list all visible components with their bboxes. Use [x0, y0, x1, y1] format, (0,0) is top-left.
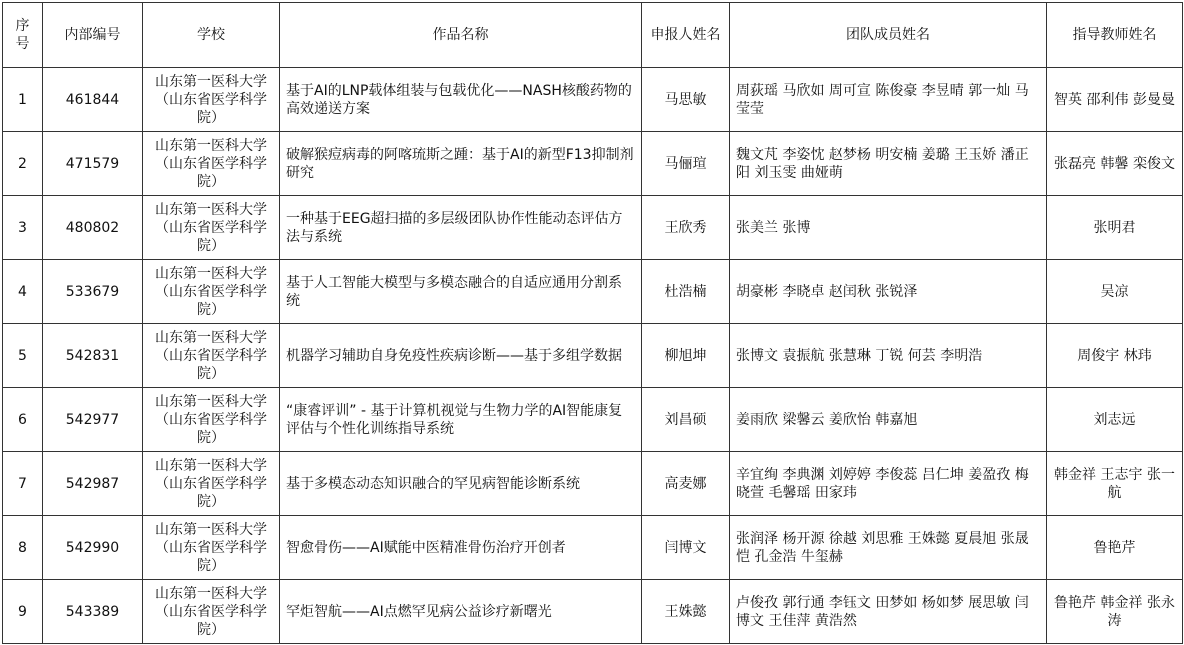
internal-id: 542987	[43, 452, 143, 516]
table-row	[3, 452, 1183, 516]
work-title: “康睿评训” - 基于计算机视觉与生物力学的AI智能康复评估与个性化训练指导系统	[280, 388, 642, 452]
applicant-name: 王欣秀	[642, 196, 730, 260]
work-title: 基于多模态动态知识融合的罕见病智能诊断系统	[280, 452, 642, 516]
team-members: 周荻瑶 马欣如 周可宣 陈俊豪 李昱晴 郭一灿 马莹莹	[730, 68, 1047, 132]
header-cell: 申报人姓名	[642, 3, 730, 68]
table-row	[3, 196, 1183, 260]
table-row	[3, 516, 1183, 580]
advisors: 张明君	[1047, 196, 1183, 260]
work-title: 罕炬智航——AI点燃罕见病公益诊疗新曙光	[280, 580, 642, 644]
work-title: 智愈骨伤——AI赋能中医精准骨伤治疗开创者	[280, 516, 642, 580]
applicant-name: 杜浩楠	[642, 260, 730, 324]
team-members: 卢俊孜 郭行通 李钰文 田梦如 杨如梦 展思敏 闫博文 王佳萍 黄浩然	[730, 580, 1047, 644]
internal-id: 542831	[43, 324, 143, 388]
table-row	[3, 580, 1183, 644]
header-cell: 团队成员姓名	[730, 3, 1047, 68]
internal-id: 542990	[43, 516, 143, 580]
header-cell: 指导教师姓名	[1047, 3, 1183, 68]
internal-id: 461844	[43, 68, 143, 132]
school-name: 山东第一医科大学（山东省医学科学院）	[143, 324, 280, 388]
header-cell: 学校	[143, 3, 280, 68]
row-number: 2	[3, 132, 43, 196]
table-row	[3, 132, 1183, 196]
advisors: 鲁艳芹 韩金祥 张永涛	[1047, 580, 1183, 644]
school-name: 山东第一医科大学（山东省医学科学院）	[143, 516, 280, 580]
school-name: 山东第一医科大学（山东省医学科学院）	[143, 132, 280, 196]
internal-id: 480802	[43, 196, 143, 260]
advisors: 张磊亮 韩馨 栾俊文	[1047, 132, 1183, 196]
advisors: 智英 邵利伟 彭曼曼	[1047, 68, 1183, 132]
internal-id: 542977	[43, 388, 143, 452]
awards-table	[2, 2, 1183, 644]
advisors: 韩金祥 王志宇 张一航	[1047, 452, 1183, 516]
school-name: 山东第一医科大学（山东省医学科学院）	[143, 68, 280, 132]
applicant-name: 刘昌硕	[642, 388, 730, 452]
table-row	[3, 324, 1183, 388]
advisors: 鲁艳芹	[1047, 516, 1183, 580]
team-members: 辛宜绚 李典渊 刘婷婷 李俊蕊 吕仁坤 姜盈孜 梅晓萱 毛馨瑶 田家玮	[730, 452, 1047, 516]
table-header-row	[3, 3, 1183, 68]
row-number: 8	[3, 516, 43, 580]
team-members: 张博文 袁振航 张慧琳 丁锐 何芸 李明浩	[730, 324, 1047, 388]
work-title: 基于人工智能大模型与多模态融合的自适应通用分割系统	[280, 260, 642, 324]
applicant-name: 马思敏	[642, 68, 730, 132]
header-cell: 内部编号	[43, 3, 143, 68]
work-title: 一种基于EEG超扫描的多层级团队协作性能动态评估方法与系统	[280, 196, 642, 260]
team-members: 张润泽 杨开源 徐越 刘思雅 王姝懿 夏晨旭 张晟恺 孔金浩 牛玺赫	[730, 516, 1047, 580]
advisors: 吴凉	[1047, 260, 1183, 324]
row-number: 5	[3, 324, 43, 388]
team-members: 张美兰 张博	[730, 196, 1047, 260]
header-cell: 作品名称	[280, 3, 642, 68]
row-number: 7	[3, 452, 43, 516]
row-number: 4	[3, 260, 43, 324]
school-name: 山东第一医科大学（山东省医学科学院）	[143, 580, 280, 644]
school-name: 山东第一医科大学（山东省医学科学院）	[143, 260, 280, 324]
applicant-name: 闫博文	[642, 516, 730, 580]
row-number: 1	[3, 68, 43, 132]
row-number: 9	[3, 580, 43, 644]
team-members: 胡豪彬 李晓卓 赵闰秋 张锐泽	[730, 260, 1047, 324]
advisors: 刘志远	[1047, 388, 1183, 452]
internal-id: 543389	[43, 580, 143, 644]
row-number: 3	[3, 196, 43, 260]
team-members: 姜雨欣 梁馨云 姜欣怡 韩嘉旭	[730, 388, 1047, 452]
applicant-name: 柳旭坤	[642, 324, 730, 388]
team-members: 魏文芃 李姿忱 赵梦杨 明安楠 姜璐 王玉娇 潘正阳 刘玉雯 曲娅萌	[730, 132, 1047, 196]
header-cell: 序号	[3, 3, 43, 68]
applicant-name: 马俪瑄	[642, 132, 730, 196]
table-row	[3, 388, 1183, 452]
table-row	[3, 68, 1183, 132]
work-title: 破解猴痘病毒的阿喀琉斯之踵：基于AI的新型F13抑制剂研究	[280, 132, 642, 196]
applicant-name: 高麦娜	[642, 452, 730, 516]
row-number: 6	[3, 388, 43, 452]
internal-id: 471579	[43, 132, 143, 196]
school-name: 山东第一医科大学（山东省医学科学院）	[143, 196, 280, 260]
school-name: 山东第一医科大学（山东省医学科学院）	[143, 452, 280, 516]
work-title: 机器学习辅助自身免疫性疾病诊断——基于多组学数据	[280, 324, 642, 388]
advisors: 周俊宇 林玮	[1047, 324, 1183, 388]
school-name: 山东第一医科大学（山东省医学科学院）	[143, 388, 280, 452]
table-row	[3, 260, 1183, 324]
internal-id: 533679	[43, 260, 143, 324]
work-title: 基于AI的LNP载体组装与包载优化——NASH核酸药物的高效递送方案	[280, 68, 642, 132]
applicant-name: 王姝懿	[642, 580, 730, 644]
